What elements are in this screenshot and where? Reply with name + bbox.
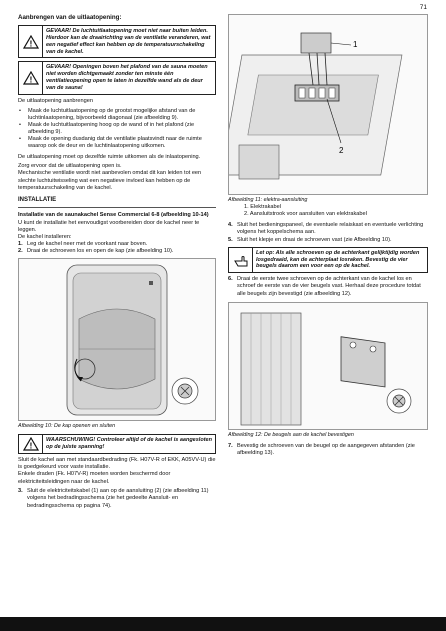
figure-11-legend [228,204,428,218]
legend-item: 2. Aansluitstrook voor aansluiten van elektrakabel [244,211,367,218]
figure-11-label-1: 1 [353,40,358,49]
page-footer-bar [0,617,446,631]
list-item: • Maak de opening dusdanig dat de ventilatie plaatsvindt naar de ruimte waarop ook de deur en de luchtinlaatopening uitkomen. [18,136,216,150]
paragraph: Mechanische ventilatie wordt niet aanbevolen omdat dit kan leiden tot een slechte luchtuitwisseling wat een negatieve invloed kan hebben op de temperatuurschakeling van de kachel. [18,170,202,191]
section-heading: Aanbrengen van de uitlaatopening: [18,14,122,21]
left-column [18,14,216,510]
right-column [228,14,428,457]
warning-triangle-icon [19,62,43,94]
paragraph: Sluit de kachel aan met standaardbedrading (Fk. H07V-R of EKK, A05VV-U) die is goedgekeurd voor vaste installatie. [18,457,216,471]
figure-12-brackets [228,302,428,430]
steps-list [18,241,216,255]
bracket-illustration [229,303,427,429]
figure-10-caption: Afbeelding 10: De kap openen en sluiten [18,423,116,430]
svg-text:!: ! [29,441,32,451]
figure-11-electrical-connection [228,14,428,195]
figure-10-heater-cover [18,258,216,421]
list-item: 2. Draai de schroeven los en open de kap (zie afbeelding 10). [18,248,174,255]
list-item: 3. Sluit de elektriciteitskabel (1) aan op de aansluiting (2) (zie afbeelding 11) volgens het bedradingsschema (zie het gedeelte Aansluit- en bedradingsschema op pagina 74). [18,488,209,509]
paragraph: Enkele draden (Fk. H07V-R) moeten worden beschermd door elektriciteitsleidingen naar de kachel. [18,471,171,485]
list-item: 6. Draai de eerste twee schroeven op de achterkant van de kachel los en schroef de eerste van de vier beugels vast. Herhaal deze procedure totdat alle beugels zijn bevestigd (zie afbeelding 12). [228,276,421,297]
sub-heading: Installatie van de saunakachel Sense Commercial 6-8 (afbeelding 10-14) [18,212,209,219]
warning-triangle-icon [19,26,43,58]
warning-text-2: GEVAAR! Openingen boven het plafond van de sauna moeten niet worden dichtgemaakt zonder ten minste één ventilatieopening open te laten in dezelfde wand als de deur van de sauna! [46,64,208,92]
bullet-list [18,108,216,151]
list-item: 7. Bevestig de schroeven van de beugel op de aangegeven afstanden (zie afbeelding 13). [228,442,415,456]
list-item: • Maak de luchtuitlaatopening op de grootst mogelijke afstand van de luchtinlaatopening, bijvoorbeeld diagonaal (zie afbeelding 9). [18,108,216,122]
steps-list [18,488,216,509]
warning-box-2 [18,61,216,95]
wiring-illustration [229,15,427,194]
steps-list [228,222,428,243]
warning-triangle-icon [19,435,43,453]
paragraph: U kunt de installatie het eenvoudigst voorbereiden door de kachel neer te leggen. [18,219,200,233]
paragraph: De uitlaatopening moet op dezelfde ruimte uitkomen als de inlaatopening. [18,153,201,160]
list-item: • Maak de luchtuitlaatopening hoog op de wand of in het plafond (zie afbeelding 9). [18,122,216,136]
divider [18,207,216,208]
list-item: 4. Sluit het bedieningspaneel, de eventuele relaiskast en eventuele verlichting volgens het koppelschema aan. [228,222,424,236]
installation-heading: INSTALLATIE [18,196,57,203]
figure-12-caption: Afbeelding 12: De beugels aan de kachel bevestigen [228,431,354,438]
paragraph: De kachel installeren: [18,233,72,240]
list-item: 1. Leg de kachel neer met de voorkant naar boven. [18,241,148,248]
list-item: 5. Sluit het klepje en draai de schroeven vast (zie Afbeelding 10). [228,236,392,243]
legend-item: 1. Elektrakabel [244,203,282,210]
heater-illustration [19,259,215,420]
page-number: 71 [419,4,427,11]
steps-list [228,443,428,457]
hand-pointer-icon [229,248,253,273]
paragraph: Zorg ervoor dat de uitlaatopening open is. [18,163,122,170]
figure-11-label-2: 2 [339,146,344,155]
warning-text-1: GEVAAR! De luchtuitlaatopening moet niet naar buiten leiden. Hierdoor kan de draairichting van de ventilatie veranderen, wat een negatief effect kan hebben op de temperatuurschakeling van de kachel. [46,27,211,55]
steps-list [228,276,428,297]
note-text: Let op: Als alle schroeven op de achterkant gelijktijdig worden losgedraaid, kan de achterplaat losraken. Bevestig de vier beugels daarom een voor een op de kachel. [256,249,420,270]
warning-box-1 [18,25,216,59]
svg-text:!: ! [29,75,32,85]
warning-text-3: WAARSCHUWING! Controleer altijd of de kachel is aangesloten op de juiste spanning! [46,437,212,451]
warning-box-3 [18,434,216,454]
note-box [228,247,428,274]
svg-text:!: ! [29,39,32,49]
figure-11-caption: Afbeelding 11: elektra-aansluiting [228,197,308,203]
intro-text: De uitlaatopening aanbrengen [18,97,93,104]
